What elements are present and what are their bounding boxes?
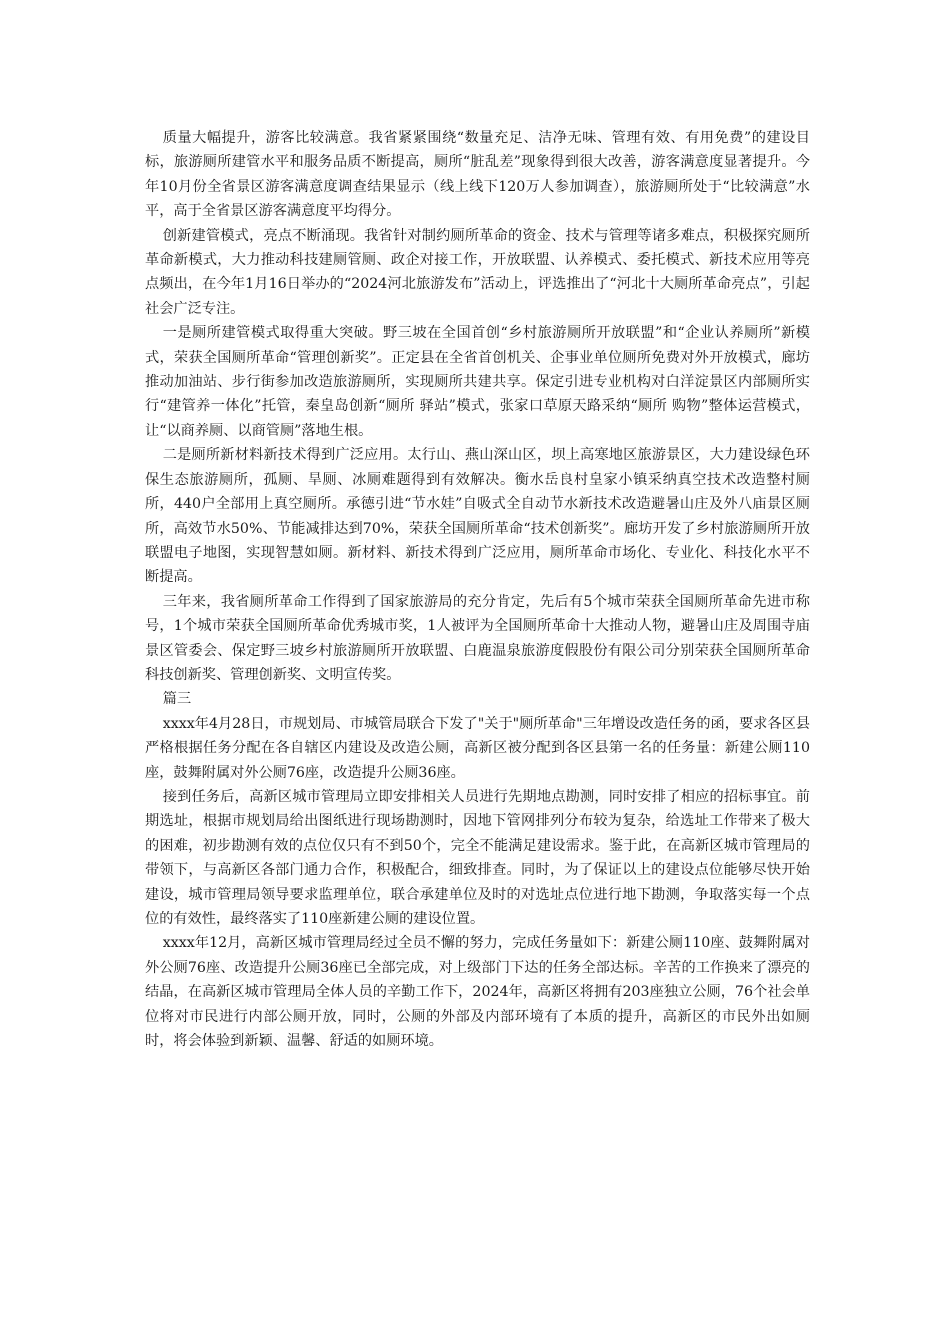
paragraph-satisfaction: 质量大幅提升，游客比较满意。我省紧紧围绕“数量充足、洁净无味、管理有效、有用免费”的建设目标，旅游厕所建管水平和服务品质不断提高，厕所“脏乱差”现象得到很大改善，游客满意度显著提升。今年10月份全省景区游客满意度调查结果显示（线上线下120万人参加调查），旅游厕所处于“比较满意”水平，高于全省景区游客满意度平均得分。 (145, 130, 810, 220)
paragraph-new-technology: 二是厕所新材料新技术得到广泛应用。太行山、燕山深山区，坝上高寒地区旅游景区，大力建设绿色环保生态旅游厕所，孤厕、旱厕、冰厕难题得到有效解决。衡水岳良村皇家小镇采纳真空技术改造整村厕所，440户全部用上真空厕所。承德引进“节水娃”自吸式全自动节水新技术改造避暑山庄及外八庙景区厕所，高效节水50%、节能减排达到70%，荣获全国厕所革命“技术创新奖”。廊坊开发了乡村旅游厕所开放联盟电子地图，实现智慧如厕。新材料、新技术得到广泛应用，厕所革命市场化、专业化、科技化水平不断提高。 (145, 447, 810, 586)
paragraph-management-model: 一是厕所建管模式取得重大突破。野三坡在全国首创“乡村旅游厕所开放联盟”和“企业认养厕所”新模式，荣获全国厕所革命“管理创新奖”。正定县在全省首创机关、企事业单位厕所免费对外开放模式，廊坊推动加油站、步行街参加改造旅游厕所，实现厕所共建共享。保定引进专业机构对白洋淀景区内部厕所实行“建管养一体化”托管，秦皇岛创新“厕所 驿站”模式，张家口草原天路采纳“厕所 购物”整体运营模式，让“以商养厕、以商管厕”落地生根。 (145, 325, 810, 439)
paragraph-site-survey: 接到任务后，高新区城市管理局立即安排相关人员进行先期地点勘测，同时安排了相应的招标事宜。前期选址，根据市规划局给出图纸进行现场勘测时，因地下管网排列分布较为复杂，给选址工作带来了极大的困难，初步勘测有效的点位仅只有不到50个，完全不能满足建设需求。鉴于此，在高新区城市管理局的带领下，与高新区各部门通力合作，积极配合，细致排查。同时，为了保证以上的建设点位能够尽快开始建设，城市管理局领导要求监理单位，联合承建单位及时的对选址点位进行地下勘测，争取落实每一个点位的有效性，最终落实了110座新建公厕的建设位置。 (145, 788, 810, 927)
paragraph-three-years: 三年来，我省厕所革命工作得到了国家旅游局的充分肯定，先后有5个城市荣获全国厕所革命先进市称号，1个城市荣获全国厕所革命优秀城市奖，1人被评为全国厕所革命十大推动人物，避暑山庄及周围寺庙景区管委会、保定野三坡乡村旅游厕所开放联盟、白鹿温泉旅游度假股份有限公司分别荣获全国厕所革命科技创新奖、管理创新奖、文明宣传奖。 (145, 593, 810, 683)
paragraph-task-notice: xxxx年4月28日，市规划局、市城管局联合下发了"关于"厕所革命"三年增设改造任务的函，要求各区县严格根据任务分配在各自辖区内建设及改造公厕，高新区被分配到各区县第一名的任务量：新建公厕110座，鼓舞附属对外公厕76座，改造提升公厕36座。 (145, 715, 810, 781)
paragraph-completion: xxxx年12月，高新区城市管理局经过全员不懈的努力，完成任务量如下：新建公厕110座、鼓舞附属对外公厕76座、改造提升公厕36座已全部完成，对上级部门下达的任务全部达标。辛苦的工作换来了漂亮的结晶，在高新区城市管理局全体人员的辛勤工作下，2024年，高新区将拥有203座独立公厕，76个社会单位将对市民进行内部公厕开放，同时，公厕的外部及内部环境有了本质的提升，高新区的市民外出如厕时，将会体验到新颖、温馨、舒适的如厕环境。 (145, 935, 810, 1050)
paragraph-innovation: 创新建管模式，亮点不断涌现。我省针对制约厕所革命的资金、技术与管理等诸多难点，积极探究厕所革命新模式，大力推动科技建厕管厕、政企对接工作，开放联盟、认养模式、委托模式、新技术应用等亮点频出，在今年1月16日举办的“2024河北旅游发布”活动上，评选推出了“河北十大厕所革命亮点”，引起社会广泛专注。 (145, 227, 810, 317)
section-heading: 篇三 (162, 691, 192, 708)
document-body (145, 126, 810, 1053)
